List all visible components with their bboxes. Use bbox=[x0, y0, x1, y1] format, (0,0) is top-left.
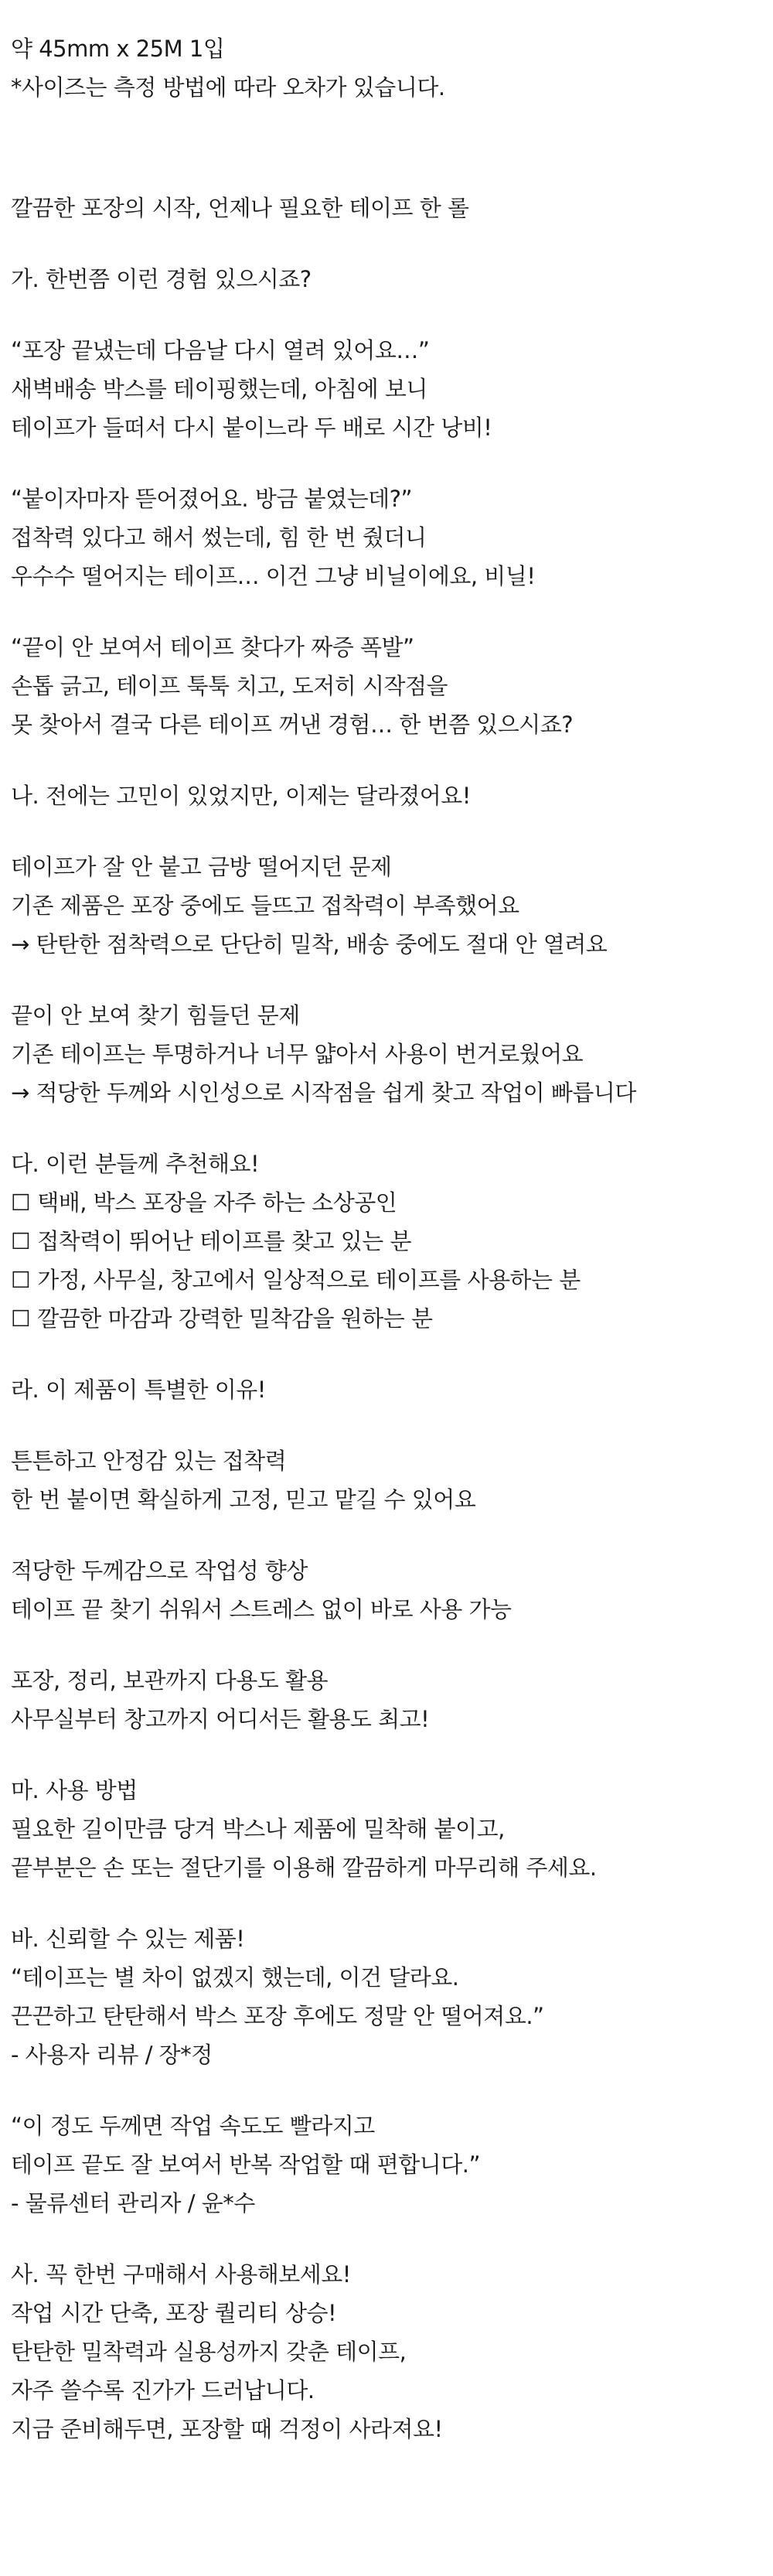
text-line: “이 정도 두께면 작업 속도도 빨라지고 bbox=[11, 2113, 375, 2139]
text-paragraph bbox=[11, 1145, 773, 1338]
text-paragraph bbox=[11, 331, 773, 447]
text-line: 탄탄한 밀착력과 실용성까지 갖춘 테이프, bbox=[11, 2339, 407, 2365]
text-line: ☐ 깔끔한 마감과 강력한 밀착감을 원하는 분 bbox=[11, 1305, 433, 1332]
text-line: 약 45mm x 25M 1입 bbox=[11, 36, 225, 62]
text-line: 끈끈하고 탄탄해서 박스 포장 후에도 정말 안 떨어져요.” bbox=[11, 2003, 544, 2029]
text-line: 라. 이 제품이 특별한 이유! bbox=[11, 1377, 266, 1403]
text-line: 마. 사용 방법 bbox=[11, 1777, 138, 1803]
text-line: 기존 테이프는 투명하거나 너무 얇아서 사용이 번거로웠어요 bbox=[11, 1041, 584, 1067]
text-line: ☐ 택배, 박스 포장을 자주 하는 소상공인 bbox=[11, 1189, 397, 1216]
text-paragraph bbox=[11, 2255, 773, 2448]
text-line: “테이프는 별 차이 없겠지 했는데, 이건 달라요. bbox=[11, 1964, 459, 1991]
text-line: ☐ 가정, 사무실, 창고에서 일상적으로 테이프를 사용하는 분 bbox=[11, 1267, 581, 1293]
text-line: 테이프 끝 찾기 쉬워서 스트레스 없이 바로 사용 가능 bbox=[11, 1596, 512, 1622]
text-line: 손톱 긁고, 테이프 툭툭 치고, 도저히 시작점을 bbox=[11, 673, 448, 699]
text-paragraph bbox=[11, 628, 773, 744]
text-paragraph bbox=[11, 776, 773, 815]
text-line: 지금 준비해두면, 포장할 때 걱정이 사라져요! bbox=[11, 2416, 443, 2442]
text-paragraph bbox=[11, 848, 773, 964]
text-line: 포장, 정리, 보관까지 다용도 활용 bbox=[11, 1667, 328, 1694]
text-line: 튼튼하고 안정감 있는 접착력 bbox=[11, 1448, 287, 1474]
text-line: 우수수 떨어지는 테이프… 이건 그냥 비닐이에요, 비닐! bbox=[11, 563, 536, 589]
text-line: 필요한 길이만큼 당겨 박스나 제품에 밀착해 붙이고, bbox=[11, 1816, 505, 1842]
text-paragraph bbox=[11, 260, 773, 299]
text-line: 테이프 끝도 잘 보여서 반복 작업할 때 편합니다.” bbox=[11, 2151, 481, 2178]
text-line: 적당한 두께감으로 작업성 향상 bbox=[11, 1558, 308, 1584]
text-line: 접착력 있다고 해서 썼는데, 힘 한 번 줬더니 bbox=[11, 524, 427, 551]
text-line: 사. 꼭 한번 구매해서 사용해보세요! bbox=[11, 2261, 351, 2288]
text-line: 나. 전에는 고민이 있었지만, 이제는 달라졌어요! bbox=[11, 783, 471, 809]
text-paragraph bbox=[11, 479, 773, 595]
text-paragraph bbox=[11, 29, 773, 107]
text-line: “끝이 안 보여서 테이프 찾다가 짜증 폭발” bbox=[11, 634, 414, 660]
text-line: - 사용자 리뷰 / 장*정 bbox=[11, 2042, 213, 2068]
text-line: 끝이 안 보여 찾기 힘들던 문제 bbox=[11, 1002, 300, 1029]
text-paragraph bbox=[11, 2107, 773, 2223]
text-line: *사이즈는 측정 방법에 따라 오차가 있습니다. bbox=[11, 74, 445, 101]
text-paragraph bbox=[11, 189, 773, 227]
text-line: “붙이자마자 뜯어졌어요. 방금 붙였는데?” bbox=[11, 486, 413, 512]
text-line: - 물류센터 관리자 / 윤*수 bbox=[11, 2190, 255, 2216]
text-paragraph bbox=[11, 996, 773, 1112]
text-line: → 적당한 두께와 시인성으로 시작점을 쉽게 찾고 작업이 빠릅니다 bbox=[11, 1080, 636, 1106]
text-paragraph bbox=[11, 1442, 773, 1519]
text-line: 끝부분은 손 또는 절단기를 이용해 깔끔하게 마무리해 주세요. bbox=[11, 1854, 597, 1881]
text-line: 테이프가 들떠서 다시 붙이느라 두 배로 시간 낭비! bbox=[11, 415, 492, 441]
text-line: “포장 끝냈는데 다음날 다시 열려 있어요…” bbox=[11, 337, 430, 363]
text-line: 테이프가 잘 안 붙고 금방 떨어지던 문제 bbox=[11, 854, 392, 880]
text-line: 자주 쓸수록 진가가 드러납니다. bbox=[11, 2377, 315, 2404]
text-line: 기존 제품은 포장 중에도 들뜨고 접착력이 부족했어요 bbox=[11, 892, 519, 919]
text-line: ☐ 접착력이 뛰어난 테이프를 찾고 있는 분 bbox=[11, 1228, 412, 1254]
text-line: 작업 시간 단축, 포장 퀄리티 상승! bbox=[11, 2300, 337, 2326]
text-line: 못 찾아서 결국 다른 테이프 꺼낸 경험… 한 번쯤 있으시죠? bbox=[11, 711, 574, 738]
text-paragraph bbox=[11, 1370, 773, 1409]
text-line: 한 번 붙이면 확실하게 고정, 믿고 맡길 수 있어요 bbox=[11, 1486, 476, 1513]
text-paragraph bbox=[11, 1919, 773, 2074]
text-line: 바. 신뢰할 수 있는 제품! bbox=[11, 1926, 245, 1952]
text-paragraph bbox=[11, 1771, 773, 1887]
text-paragraph bbox=[11, 1551, 773, 1629]
text-line: → 탄탄한 점착력으로 단단히 밀착, 배송 중에도 절대 안 열려요 bbox=[11, 931, 608, 957]
text-paragraph bbox=[11, 1661, 773, 1738]
text-line: 사무실부터 창고까지 어디서든 활용도 최고! bbox=[11, 1706, 430, 1732]
text-line: 새벽배송 박스를 테이핑했는데, 아침에 보니 bbox=[11, 376, 427, 402]
text-line: 다. 이런 분들께 추천해요! bbox=[11, 1151, 260, 1177]
text-line: 깔끔한 포장의 시작, 언제나 필요한 테이프 한 롤 bbox=[11, 195, 469, 221]
text-line: 가. 한번쯤 이런 경험 있으시죠? bbox=[11, 266, 312, 292]
